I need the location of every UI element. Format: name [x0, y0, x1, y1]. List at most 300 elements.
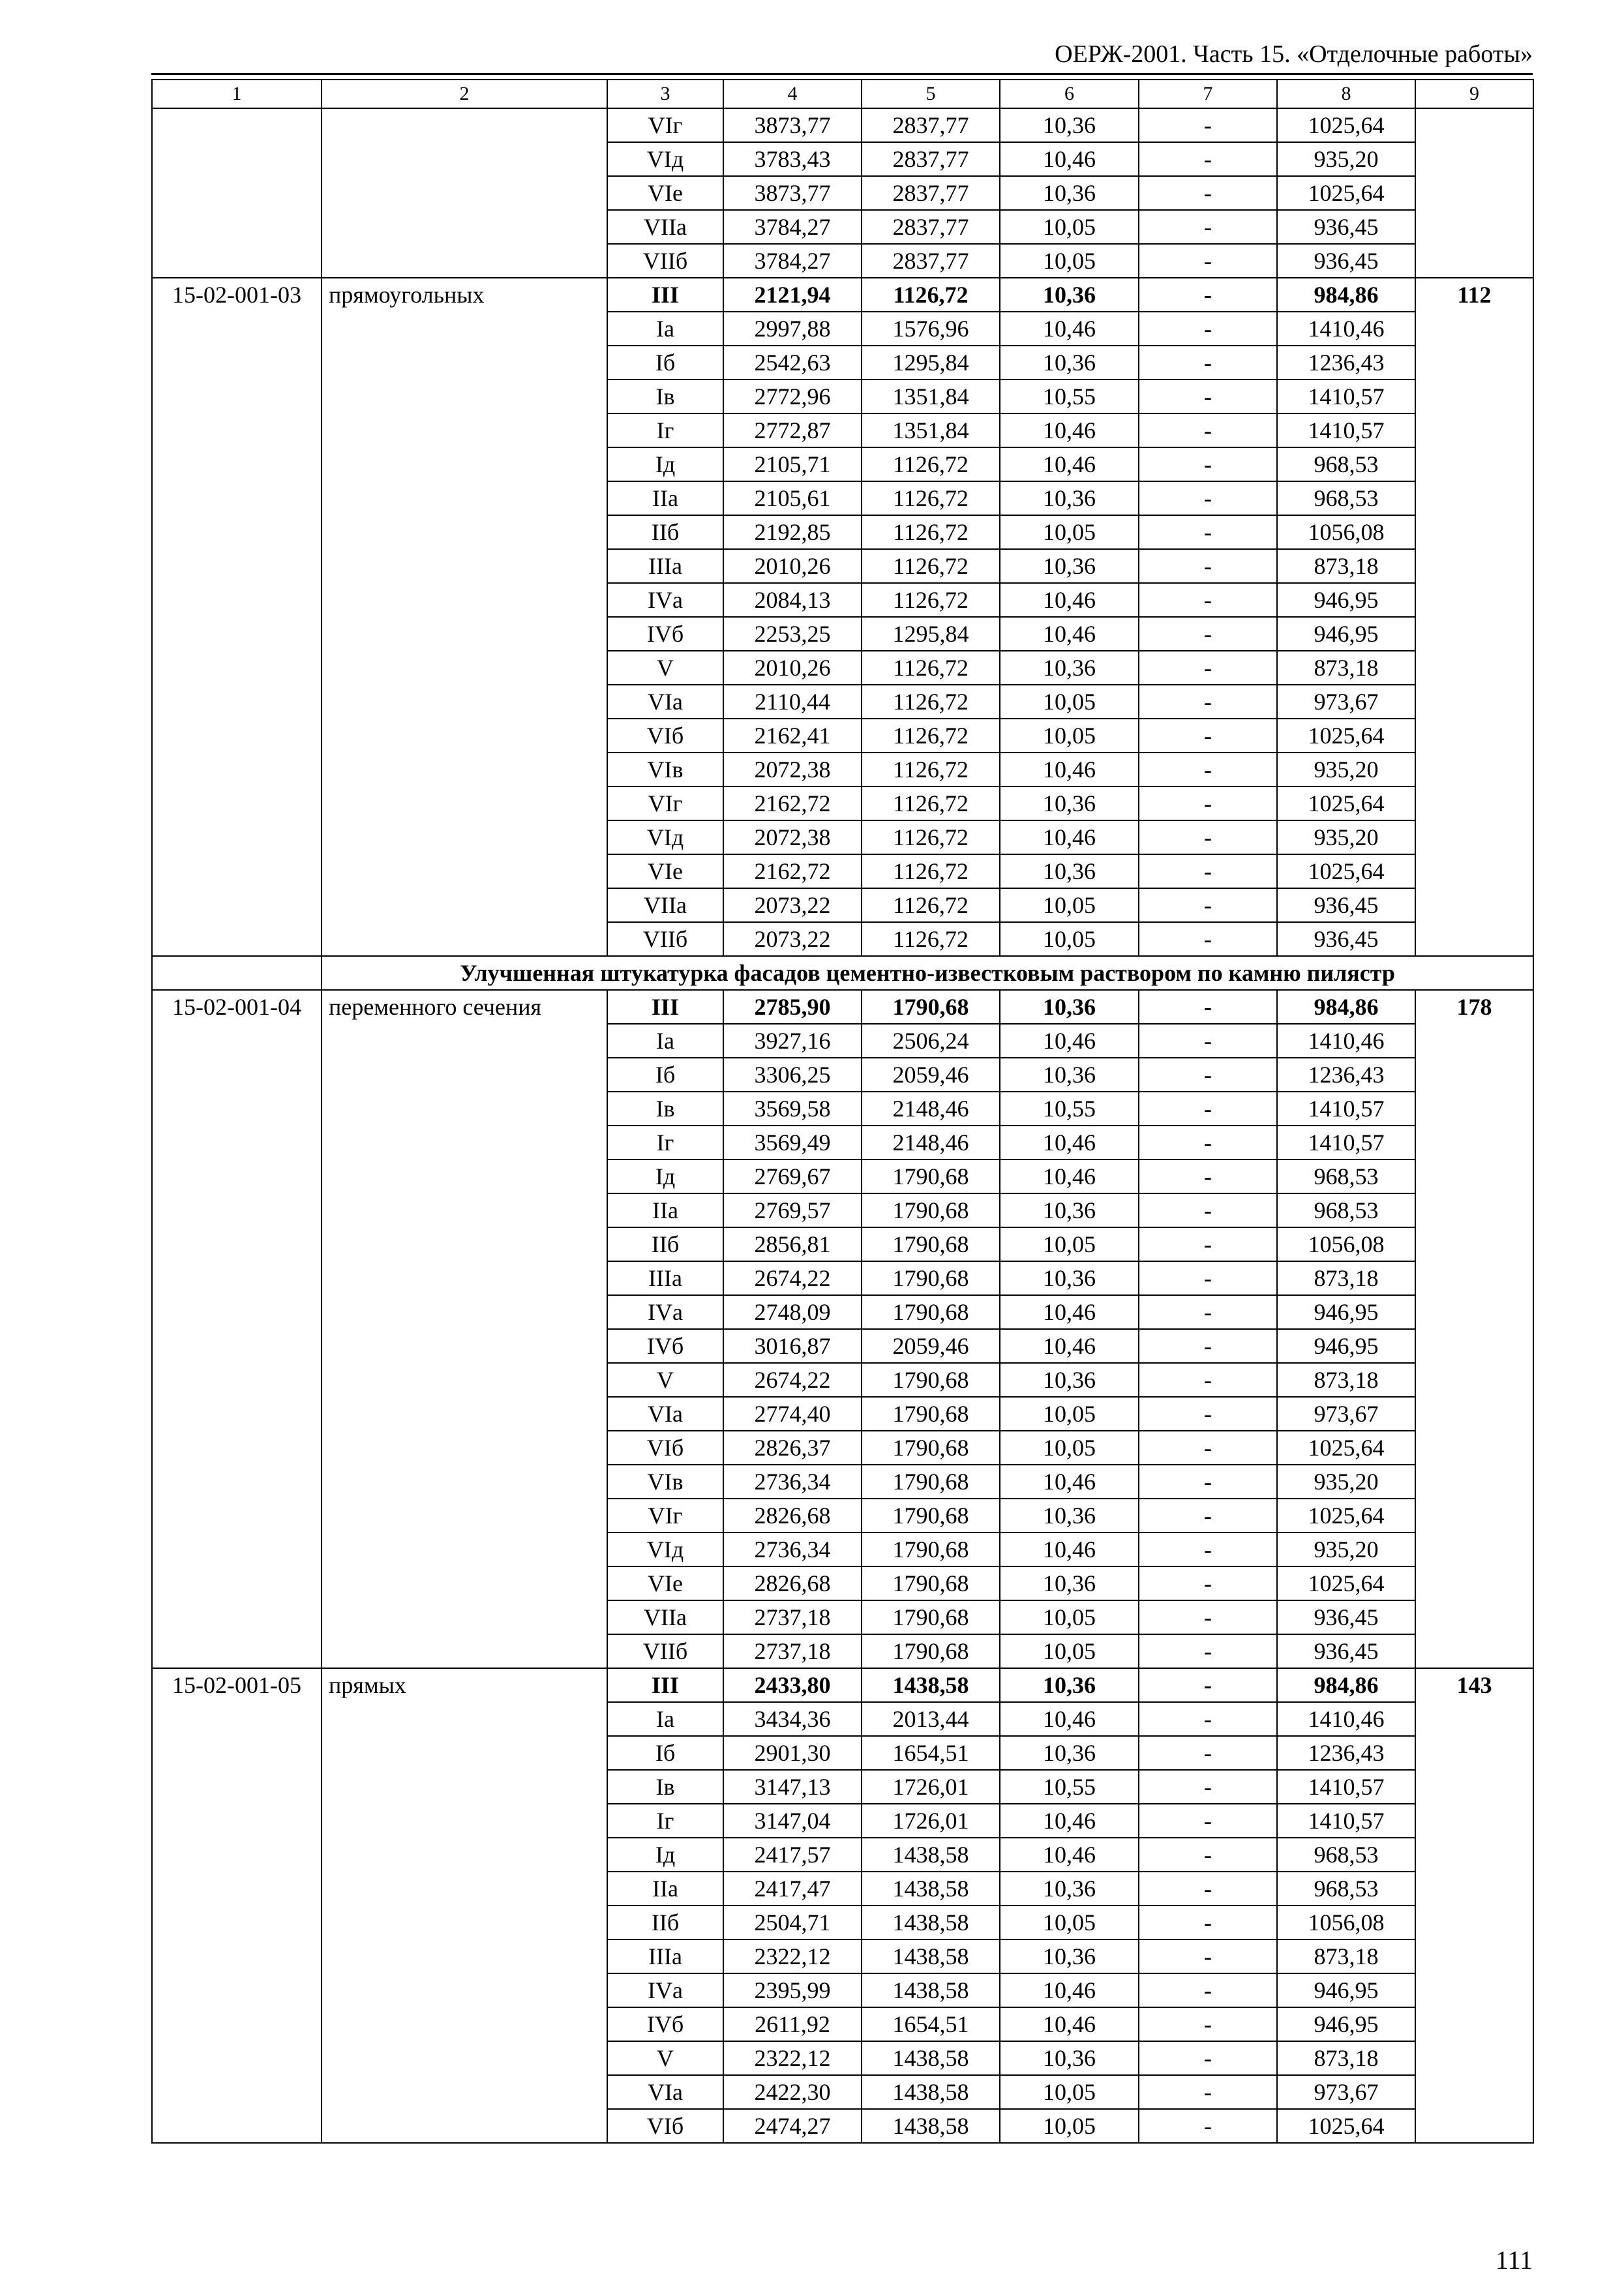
value-cell: -	[1139, 583, 1277, 617]
value-cell: 1410,46	[1277, 1702, 1415, 1736]
value-cell: 1056,08	[1277, 1227, 1415, 1261]
norm-name: прямоугольных	[322, 278, 607, 956]
value-cell: 946,95	[1277, 1329, 1415, 1363]
value-cell: 1410,57	[1277, 1092, 1415, 1126]
value-cell: -	[1139, 1329, 1277, 1363]
value-cell: -	[1139, 1770, 1277, 1804]
norm-code: 15-02-001-04	[152, 990, 322, 1668]
value-cell: 2826,68	[723, 1499, 862, 1533]
value-cell: 2013,44	[862, 1702, 1000, 1736]
region-cell: VIIа	[607, 210, 723, 244]
value-cell: -	[1139, 1872, 1277, 1906]
value-cell: 1410,57	[1277, 413, 1415, 447]
value-cell: 2837,77	[862, 176, 1000, 210]
value-cell: -	[1139, 786, 1277, 820]
value-cell: 10,36	[1000, 1668, 1139, 1702]
value-cell: -	[1139, 380, 1277, 413]
page-header: ОЕРЖ-2001. Часть 15. «Отделочные работы»	[1055, 40, 1533, 68]
value-cell: 973,67	[1277, 685, 1415, 719]
value-cell: 2162,41	[723, 719, 862, 753]
region-cell: VIг	[607, 108, 723, 142]
value-cell: 1790,68	[862, 1600, 1000, 1634]
value-cell: 935,20	[1277, 753, 1415, 786]
value-cell: 946,95	[1277, 1973, 1415, 2007]
value-cell: 1726,01	[862, 1804, 1000, 1838]
value-cell: 1790,68	[862, 1499, 1000, 1533]
column-numbers-row	[152, 80, 1533, 108]
value-cell: 968,53	[1277, 447, 1415, 481]
value-cell: 968,53	[1277, 1872, 1415, 1906]
value-cell: -	[1139, 1261, 1277, 1295]
value-cell: 946,95	[1277, 617, 1415, 651]
value-cell: 2059,46	[862, 1058, 1000, 1092]
value-cell: 1025,64	[1277, 2109, 1415, 2143]
value-cell: 10,05	[1000, 1906, 1139, 1939]
value-cell: 10,36	[1000, 1939, 1139, 1973]
region-cell: IVб	[607, 617, 723, 651]
value-cell: 1025,64	[1277, 719, 1415, 753]
region-cell: IVб	[607, 1329, 723, 1363]
value-cell: 10,36	[1000, 786, 1139, 820]
value-cell: 936,45	[1277, 1634, 1415, 1668]
value-cell: 10,46	[1000, 1533, 1139, 1566]
norm-code: 15-02-001-03	[152, 278, 322, 956]
value-cell: 2674,22	[723, 1363, 862, 1397]
region-cell: III	[607, 278, 723, 312]
table-row	[152, 990, 1533, 1024]
value-cell: 1438,58	[862, 1872, 1000, 1906]
region-cell: IIб	[607, 1227, 723, 1261]
value-cell: 10,36	[1000, 1499, 1139, 1533]
region-cell: Iг	[607, 413, 723, 447]
region-cell: VIIа	[607, 1600, 723, 1634]
value-cell: 10,36	[1000, 176, 1139, 210]
value-cell: 10,46	[1000, 1126, 1139, 1159]
region-cell: VIд	[607, 1533, 723, 1566]
value-cell: 1126,72	[862, 549, 1000, 583]
value-cell: 1410,46	[1277, 1024, 1415, 1058]
value-cell: 10,46	[1000, 1024, 1139, 1058]
value-cell: 973,67	[1277, 1397, 1415, 1431]
value-cell: 1126,72	[862, 888, 1000, 922]
table-row	[152, 108, 1533, 142]
region-cell: VIIб	[607, 1634, 723, 1668]
col9-value: 112	[1415, 278, 1533, 956]
value-cell: 10,05	[1000, 922, 1139, 956]
value-cell: 10,46	[1000, 1702, 1139, 1736]
value-cell: 10,55	[1000, 1092, 1139, 1126]
column-number: 9	[1415, 80, 1533, 108]
value-cell: 10,36	[1000, 346, 1139, 380]
column-number: 4	[723, 80, 862, 108]
value-cell: 3434,36	[723, 1702, 862, 1736]
value-cell: -	[1139, 1838, 1277, 1872]
value-cell: 968,53	[1277, 1838, 1415, 1872]
value-cell: 1236,43	[1277, 1058, 1415, 1092]
value-cell: 2010,26	[723, 651, 862, 685]
value-cell: 2674,22	[723, 1261, 862, 1295]
value-cell: 2322,12	[723, 1939, 862, 1973]
value-cell: 1126,72	[862, 481, 1000, 515]
value-cell: 2105,61	[723, 481, 862, 515]
value-cell: 3147,13	[723, 1770, 862, 1804]
value-cell: 2736,34	[723, 1465, 862, 1499]
region-cell: Iб	[607, 1058, 723, 1092]
value-cell: 1351,84	[862, 413, 1000, 447]
value-cell: 1410,57	[1277, 1126, 1415, 1159]
value-cell: 10,36	[1000, 651, 1139, 685]
value-cell: 1056,08	[1277, 515, 1415, 549]
value-cell: -	[1139, 2041, 1277, 2075]
value-cell: 10,36	[1000, 1193, 1139, 1227]
value-cell: 1126,72	[862, 515, 1000, 549]
region-cell: Iг	[607, 1804, 723, 1838]
value-cell: 968,53	[1277, 481, 1415, 515]
value-cell: 1126,72	[862, 278, 1000, 312]
value-cell: 3016,87	[723, 1329, 862, 1363]
value-cell: 10,46	[1000, 2007, 1139, 2041]
value-cell: 1025,64	[1277, 854, 1415, 888]
value-cell: 10,46	[1000, 1295, 1139, 1329]
value-cell: 2504,71	[723, 1906, 862, 1939]
value-cell: 2736,34	[723, 1533, 862, 1566]
value-cell: 1654,51	[862, 1736, 1000, 1770]
value-cell: 2422,30	[723, 2075, 862, 2109]
region-cell: Iа	[607, 312, 723, 346]
value-cell: -	[1139, 176, 1277, 210]
value-cell: 1438,58	[862, 1906, 1000, 1939]
value-cell: 2769,57	[723, 1193, 862, 1227]
region-cell: IVб	[607, 2007, 723, 2041]
value-cell: -	[1139, 1227, 1277, 1261]
value-cell: 3147,04	[723, 1804, 862, 1838]
value-cell: -	[1139, 413, 1277, 447]
value-cell: 2837,77	[862, 142, 1000, 176]
value-cell: -	[1139, 1159, 1277, 1193]
value-cell: 10,05	[1000, 515, 1139, 549]
value-cell: 2072,38	[723, 820, 862, 854]
value-cell: 1790,68	[862, 1431, 1000, 1465]
value-cell: 3873,77	[723, 108, 862, 142]
value-cell: -	[1139, 1939, 1277, 1973]
value-cell: -	[1139, 1973, 1277, 2007]
value-cell: -	[1139, 1736, 1277, 1770]
value-cell: 10,46	[1000, 1804, 1139, 1838]
value-cell: 2253,25	[723, 617, 862, 651]
value-cell: -	[1139, 854, 1277, 888]
value-cell: 935,20	[1277, 1533, 1415, 1566]
value-cell: 2162,72	[723, 854, 862, 888]
value-cell: 2162,72	[723, 786, 862, 820]
value-cell: 2837,77	[862, 108, 1000, 142]
value-cell: 1025,64	[1277, 176, 1415, 210]
value-cell: -	[1139, 1499, 1277, 1533]
value-cell: 2474,27	[723, 2109, 862, 2143]
value-cell: 10,05	[1000, 1431, 1139, 1465]
value-cell: 10,36	[1000, 1363, 1139, 1397]
region-cell: Iг	[607, 1126, 723, 1159]
value-cell: 1025,64	[1277, 1566, 1415, 1600]
region-cell: III	[607, 990, 723, 1024]
value-cell: -	[1139, 108, 1277, 142]
region-cell: VIе	[607, 854, 723, 888]
value-cell: -	[1139, 1906, 1277, 1939]
value-cell: 3569,58	[723, 1092, 862, 1126]
region-cell: V	[607, 1363, 723, 1397]
value-cell: -	[1139, 1465, 1277, 1499]
value-cell: 1126,72	[862, 820, 1000, 854]
value-cell: 1438,58	[862, 1668, 1000, 1702]
value-cell: 1790,68	[862, 1566, 1000, 1600]
value-cell: -	[1139, 1024, 1277, 1058]
value-cell: 10,05	[1000, 1227, 1139, 1261]
value-cell: 2837,77	[862, 244, 1000, 278]
value-cell: 936,45	[1277, 922, 1415, 956]
region-cell: Iд	[607, 1838, 723, 1872]
region-cell: Iд	[607, 447, 723, 481]
column-number: 1	[152, 80, 322, 108]
value-cell: 1025,64	[1277, 786, 1415, 820]
value-cell: 2772,96	[723, 380, 862, 413]
value-cell: 946,95	[1277, 2007, 1415, 2041]
value-cell: -	[1139, 753, 1277, 786]
region-cell: IIа	[607, 481, 723, 515]
value-cell: 10,46	[1000, 1838, 1139, 1872]
value-cell: 2769,67	[723, 1159, 862, 1193]
value-cell: 1295,84	[862, 346, 1000, 380]
value-cell: 935,20	[1277, 142, 1415, 176]
value-cell: -	[1139, 278, 1277, 312]
value-cell: 984,86	[1277, 278, 1415, 312]
value-cell: 873,18	[1277, 2041, 1415, 2075]
value-cell: -	[1139, 210, 1277, 244]
value-cell: -	[1139, 617, 1277, 651]
value-cell: 1790,68	[862, 1397, 1000, 1431]
column-number: 5	[862, 80, 1000, 108]
region-cell: Iд	[607, 1159, 723, 1193]
value-cell: 10,46	[1000, 413, 1139, 447]
region-cell: IIа	[607, 1872, 723, 1906]
region-cell: IVа	[607, 1973, 723, 2007]
value-cell: 10,46	[1000, 312, 1139, 346]
value-cell: 10,36	[1000, 2041, 1139, 2075]
value-cell: 10,46	[1000, 820, 1139, 854]
value-cell: 10,05	[1000, 210, 1139, 244]
value-cell: 3927,16	[723, 1024, 862, 1058]
region-cell: VIб	[607, 1431, 723, 1465]
value-cell: 935,20	[1277, 820, 1415, 854]
value-cell: -	[1139, 312, 1277, 346]
region-cell: VIб	[607, 2109, 723, 2143]
value-cell: 935,20	[1277, 1465, 1415, 1499]
value-cell: 1126,72	[862, 447, 1000, 481]
value-cell: -	[1139, 1600, 1277, 1634]
value-cell: 2010,26	[723, 549, 862, 583]
value-cell: 1790,68	[862, 1193, 1000, 1227]
region-cell: VIа	[607, 685, 723, 719]
norm-code	[152, 108, 322, 278]
value-cell: 936,45	[1277, 210, 1415, 244]
value-cell: -	[1139, 1566, 1277, 1600]
value-cell: 1126,72	[862, 753, 1000, 786]
value-cell: 10,05	[1000, 244, 1139, 278]
value-cell: 873,18	[1277, 1939, 1415, 1973]
value-cell: 10,05	[1000, 2109, 1139, 2143]
region-cell: III	[607, 1668, 723, 1702]
section-code-cell	[152, 956, 322, 990]
region-cell: Iа	[607, 1702, 723, 1736]
value-cell: 10,36	[1000, 549, 1139, 583]
value-cell: 1654,51	[862, 2007, 1000, 2041]
region-cell: IIIа	[607, 549, 723, 583]
value-cell: 10,46	[1000, 1973, 1139, 2007]
value-cell: 10,36	[1000, 1736, 1139, 1770]
region-cell: IIIа	[607, 1261, 723, 1295]
value-cell: 10,05	[1000, 1600, 1139, 1634]
value-cell: 2901,30	[723, 1736, 862, 1770]
value-cell: 2611,92	[723, 2007, 862, 2041]
region-cell: Iб	[607, 1736, 723, 1770]
value-cell: 2059,46	[862, 1329, 1000, 1363]
value-cell: 1790,68	[862, 1533, 1000, 1566]
value-cell: 1790,68	[862, 1227, 1000, 1261]
region-cell: IIа	[607, 1193, 723, 1227]
region-cell: VIIб	[607, 922, 723, 956]
table-row	[152, 1668, 1533, 1702]
value-cell: 946,95	[1277, 1295, 1415, 1329]
value-cell: 1438,58	[862, 1939, 1000, 1973]
region-cell: Iв	[607, 1092, 723, 1126]
value-cell: -	[1139, 447, 1277, 481]
value-cell: 1410,57	[1277, 1804, 1415, 1838]
value-cell: -	[1139, 990, 1277, 1024]
region-cell: Iв	[607, 380, 723, 413]
value-cell: -	[1139, 142, 1277, 176]
value-cell: -	[1139, 1363, 1277, 1397]
norms-table	[151, 79, 1534, 2144]
value-cell: 10,55	[1000, 380, 1139, 413]
value-cell: 1025,64	[1277, 1499, 1415, 1533]
value-cell: 936,45	[1277, 244, 1415, 278]
norm-code: 15-02-001-05	[152, 1668, 322, 2143]
value-cell: 1295,84	[862, 617, 1000, 651]
header-rule	[151, 73, 1533, 75]
table-row	[152, 278, 1533, 312]
value-cell: 10,05	[1000, 1397, 1139, 1431]
value-cell: -	[1139, 1295, 1277, 1329]
region-cell: IIб	[607, 1906, 723, 1939]
value-cell: 3783,43	[723, 142, 862, 176]
value-cell: 10,46	[1000, 447, 1139, 481]
region-cell: VIб	[607, 719, 723, 753]
section-title: Улучшенная штукатурка фасадов цементно-известковым раствором по камню пилястр	[322, 956, 1533, 990]
value-cell: 2073,22	[723, 888, 862, 922]
value-cell: 10,05	[1000, 888, 1139, 922]
col9-value: 178	[1415, 990, 1533, 1668]
value-cell: 10,46	[1000, 753, 1139, 786]
value-cell: 3569,49	[723, 1126, 862, 1159]
value-cell: 2072,38	[723, 753, 862, 786]
value-cell: 1576,96	[862, 312, 1000, 346]
value-cell: 936,45	[1277, 1600, 1415, 1634]
value-cell: -	[1139, 1804, 1277, 1838]
value-cell: 1438,58	[862, 2041, 1000, 2075]
value-cell: 873,18	[1277, 1261, 1415, 1295]
value-cell: -	[1139, 515, 1277, 549]
value-cell: 873,18	[1277, 1363, 1415, 1397]
value-cell: -	[1139, 346, 1277, 380]
value-cell: 10,46	[1000, 1159, 1139, 1193]
value-cell: 10,46	[1000, 617, 1139, 651]
value-cell: 1126,72	[862, 719, 1000, 753]
value-cell: 10,36	[1000, 1261, 1139, 1295]
value-cell: 2395,99	[723, 1973, 862, 2007]
value-cell: 2997,88	[723, 312, 862, 346]
value-cell: 2192,85	[723, 515, 862, 549]
value-cell: 2856,81	[723, 1227, 862, 1261]
value-cell: -	[1139, 1058, 1277, 1092]
value-cell: -	[1139, 685, 1277, 719]
value-cell: -	[1139, 719, 1277, 753]
column-number: 6	[1000, 80, 1139, 108]
value-cell: 10,46	[1000, 1465, 1139, 1499]
value-cell: 1438,58	[862, 1838, 1000, 1872]
value-cell: 10,05	[1000, 1634, 1139, 1668]
value-cell: 10,05	[1000, 719, 1139, 753]
value-cell: 1236,43	[1277, 346, 1415, 380]
value-cell: 1438,58	[862, 1973, 1000, 2007]
value-cell: 946,95	[1277, 583, 1415, 617]
region-cell: IIIа	[607, 1939, 723, 1973]
region-cell: VIд	[607, 142, 723, 176]
region-cell: IIб	[607, 515, 723, 549]
column-number: 8	[1277, 80, 1415, 108]
value-cell: 1126,72	[862, 651, 1000, 685]
region-cell: IVа	[607, 1295, 723, 1329]
region-cell: VIа	[607, 1397, 723, 1431]
page-number: 111	[1495, 2245, 1533, 2275]
value-cell: 1790,68	[862, 1261, 1000, 1295]
value-cell: -	[1139, 1702, 1277, 1736]
value-cell: -	[1139, 2109, 1277, 2143]
value-cell: -	[1139, 888, 1277, 922]
region-cell: VIв	[607, 1465, 723, 1499]
region-cell: V	[607, 651, 723, 685]
value-cell: 873,18	[1277, 549, 1415, 583]
value-cell: 1056,08	[1277, 1906, 1415, 1939]
value-cell: -	[1139, 820, 1277, 854]
value-cell: 2748,09	[723, 1295, 862, 1329]
norm-name: прямых	[322, 1668, 607, 2143]
value-cell: 3784,27	[723, 210, 862, 244]
value-cell: 936,45	[1277, 888, 1415, 922]
norm-name	[322, 108, 607, 278]
value-cell: 2737,18	[723, 1634, 862, 1668]
region-cell: Iв	[607, 1770, 723, 1804]
value-cell: 1726,01	[862, 1770, 1000, 1804]
value-cell: 1790,68	[862, 1159, 1000, 1193]
value-cell: 873,18	[1277, 651, 1415, 685]
value-cell: 10,55	[1000, 1770, 1139, 1804]
region-cell: VIе	[607, 176, 723, 210]
value-cell: 1790,68	[862, 990, 1000, 1024]
region-cell: Iб	[607, 346, 723, 380]
region-cell: VIг	[607, 1499, 723, 1533]
value-cell: 2073,22	[723, 922, 862, 956]
value-cell: 2774,40	[723, 1397, 862, 1431]
column-number: 3	[607, 80, 723, 108]
value-cell: 984,86	[1277, 990, 1415, 1024]
